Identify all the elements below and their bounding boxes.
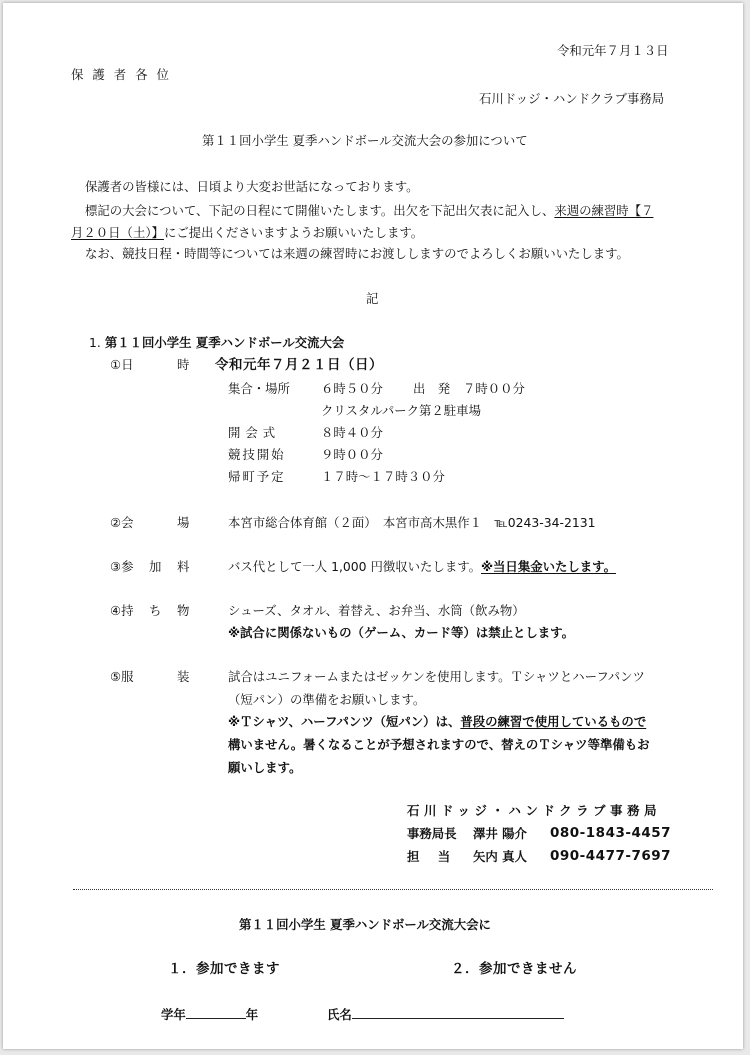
deadline-underlined-2: 月２０日（土）】: [71, 225, 164, 240]
schedule-label-gather: 集合・場所: [228, 381, 290, 396]
items-label-2: 物: [177, 603, 190, 618]
fee-emphasis: ※当日集金いたします。: [481, 559, 616, 574]
contact-staff-role: 担 当: [407, 849, 454, 864]
grade-field[interactable]: [161, 1006, 258, 1023]
intro-line-3: 月２０日（土）】にご提出くださいますようお願いいたします。: [71, 225, 424, 240]
clothes-label: ⑤服: [110, 669, 134, 684]
venue-label: ②会: [110, 515, 134, 530]
issue-date: 令和元年７月１３日: [557, 43, 669, 58]
schedule-label-depart: 出 発: [413, 381, 451, 396]
schedule-value-depart: ７時００分: [463, 381, 525, 396]
section-heading: 1. 第１１回小学生 夏季ハンドボール交流大会: [89, 335, 345, 350]
contact-chief-name: 澤井 陽介: [473, 826, 527, 841]
fee-label-mid: 加: [149, 559, 162, 574]
contact-staff-name: 矢内 真人: [473, 849, 527, 864]
schedule-label-start: 競技開始: [228, 447, 286, 462]
addressee: 保護者各位: [71, 67, 178, 82]
schedule-label-opening: 開会式: [228, 425, 281, 440]
items-label-mid: ち: [149, 603, 162, 618]
grade-unit: 年: [245, 1007, 259, 1022]
items-label: ④持: [110, 603, 134, 618]
event-date: 令和元年７月２１日（日）: [215, 357, 383, 373]
grade-blank[interactable]: [186, 1006, 246, 1019]
schedule-value-opening: ８時４０分: [321, 425, 383, 440]
schedule-value-start: ９時００分: [321, 447, 383, 462]
sender-org: 石川ドッジ・ハンドクラブ事務局: [479, 91, 665, 106]
intro-line-2: 標記の大会について、下記の日程にて開催いたします。出欠を下記出欠表に記入し、来週の練習時【７: [85, 203, 654, 218]
fee-label: ③参: [110, 559, 134, 574]
date-label-2: 時: [177, 357, 190, 372]
date-label: ①日: [110, 357, 134, 372]
schedule-value-gather: ６時５０分: [321, 381, 383, 396]
intro-line-4: なお、競技日程・時間等については来週の練習時にお渡ししますのでよろしくお願いいたします。: [85, 246, 629, 261]
name-field[interactable]: [327, 1006, 564, 1023]
name-blank[interactable]: [352, 1006, 564, 1019]
fee-value: バス代として一人 1,000 円徴収いたします。※当日集金いたします。: [228, 559, 616, 574]
intro-line-1: 保護者の皆様には、日頃より大変お世話になっております。: [85, 179, 419, 194]
clothes-line-1: 試合はユニフォームまたはゼッケンを使用します。Ｔシャツとハーフパンツ: [228, 669, 645, 684]
name-label: 氏名: [327, 1007, 352, 1022]
clothes-line-2: （短パン）の準備をお願いします。: [228, 692, 426, 707]
schedule-label-return: 帰町予定: [228, 469, 286, 484]
cut-line: [73, 889, 713, 890]
clothes-note-2: 構いません。暑くなることが予想されますので、替えのＴシャツ等準備もお: [228, 737, 650, 752]
contact-staff-phone: 090-4477-7697: [550, 848, 672, 864]
venue-label-2: 場: [177, 515, 190, 530]
document-page: [3, 3, 743, 1049]
clothes-note-1: ※Ｔシャツ、ハーフパンツ（短パン）は、普段の練習で使用しているもので: [228, 714, 647, 729]
items-note: ※試合に関係ないもの（ゲーム、カード等）は禁止とします。: [228, 625, 574, 640]
contact-org: 石川ドッジ・ハンドクラブ事務局: [407, 803, 662, 818]
schedule-place: クリスタルパーク第２駐車場: [321, 403, 481, 418]
contact-chief-phone: 080-1843-4457: [550, 825, 672, 841]
ki-heading: 記: [366, 291, 379, 306]
contact-chief-role: 事務局長: [407, 826, 457, 841]
reply-title: 第１１回小学生 夏季ハンドボール交流大会に: [239, 917, 491, 932]
grade-label: 学年: [161, 1007, 186, 1022]
document-title: 第１１回小学生 夏季ハンドボール交流大会の参加について: [202, 133, 528, 148]
items-value: シューズ、タオル、着替え、お弁当、水筒（飲み物）: [228, 603, 525, 618]
reply-option-attend[interactable]: １．参加できます: [168, 961, 280, 977]
reply-option-absent[interactable]: ２．参加できません: [451, 961, 577, 977]
deadline-underlined: 来週の練習時【７: [554, 203, 654, 218]
clothes-label-2: 装: [177, 669, 190, 684]
clothes-note-3: 願いします。: [228, 760, 302, 775]
fee-label-2: 料: [177, 559, 190, 574]
schedule-value-return: １７時～１７時３０分: [321, 469, 445, 484]
venue-value: 本宮市総合体育館（２面） 本宮市高木黒作１ ℡0243-34-2131: [228, 515, 596, 530]
